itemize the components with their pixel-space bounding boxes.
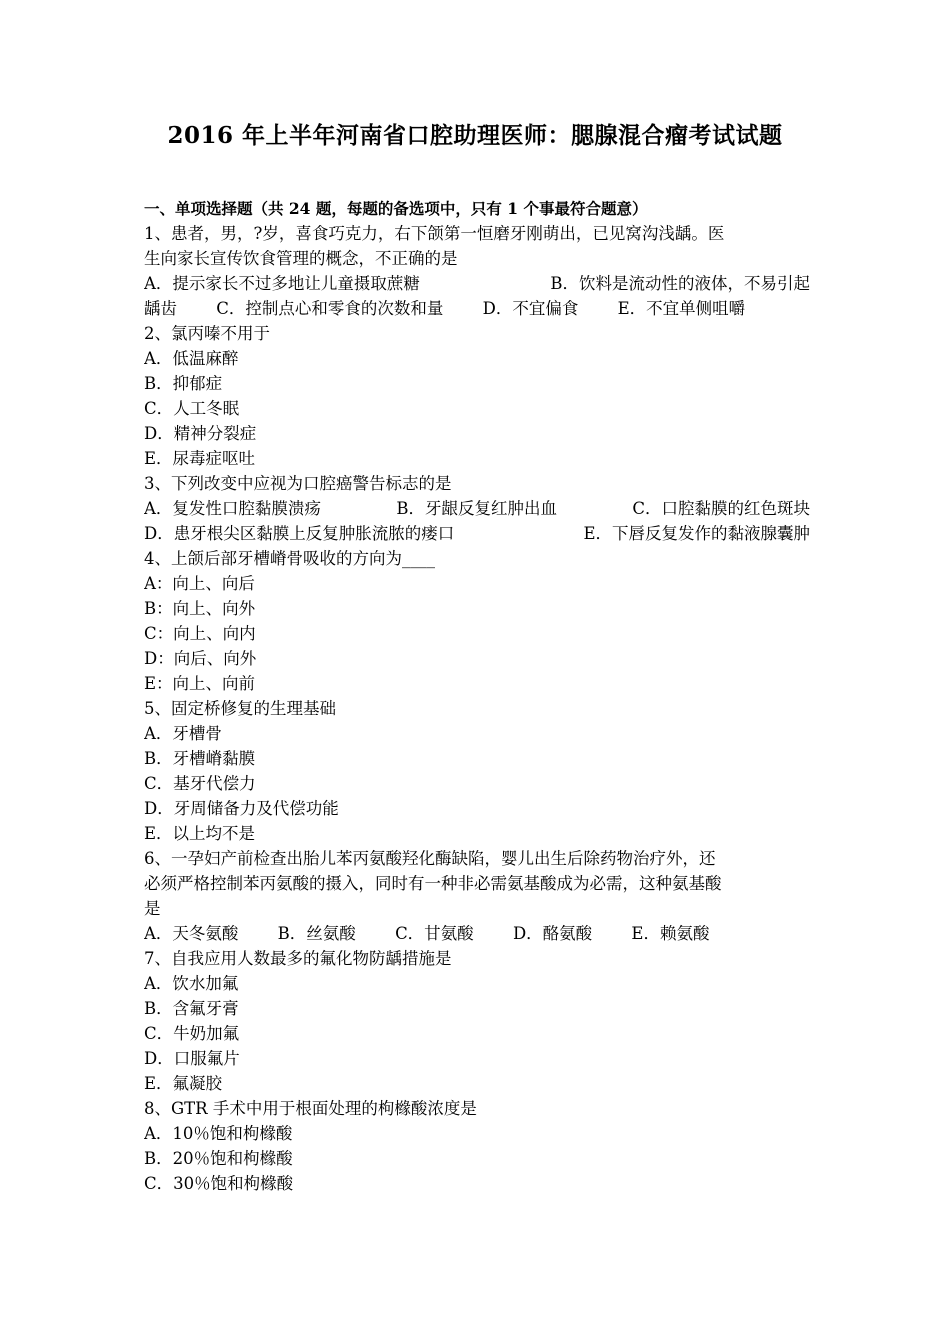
question-1 — [144, 221, 810, 321]
question-3-option-e: E．下唇反复发作的黏液腺囊肿 — [583, 524, 810, 543]
question-6-stem-line-2: 必须严格控制苯丙氨酸的摄入，同时有一种非必需氨基酸成为必需，这种氨基酸 — [144, 874, 722, 893]
question-6-options-row — [144, 921, 810, 946]
question-7-option-a: A．饮水加氟 — [144, 974, 239, 993]
question-8-option-c: C．30％饱和枸橼酸 — [144, 1174, 294, 1193]
question-3-option-a: A．复发性口腔黏膜溃疡 — [144, 499, 321, 518]
question-2-option-a: A．低温麻醉 — [144, 349, 239, 368]
question-2-option-c: C．人工冬眠 — [144, 399, 240, 418]
question-1-option-b-continued: 龋齿 — [144, 299, 177, 318]
question-5-option-d: D．牙周储备力及代偿功能 — [144, 799, 339, 818]
question-3-options-row-1 — [144, 496, 810, 521]
question-7-option-b: B．含氟牙膏 — [144, 999, 239, 1018]
question-1-option-e: E．不宜单侧咀嚼 — [617, 299, 746, 318]
question-7-option-d: D．口服氟片 — [144, 1049, 240, 1068]
question-1-option-d: D．不宜偏食 — [482, 299, 579, 318]
question-2-option-e: E．尿毒症呕吐 — [144, 449, 256, 468]
question-2-stem: 2、氯丙嗪不用于 — [144, 324, 270, 343]
question-3-option-d: D．患牙根尖区黏膜上反复肿胀流脓的瘘口 — [144, 524, 455, 543]
page-title: 2016 年上半年河南省口腔助理医师：腮腺混合瘤考试试题 — [167, 122, 783, 149]
question-7-stem: 7、自我应用人数最多的氟化物防龋措施是 — [144, 949, 452, 968]
question-6-option-c: C．甘氨酸 — [395, 924, 474, 943]
question-4-option-d: D：向后、向外 — [144, 649, 257, 668]
question-5-option-e: E．以上均不是 — [144, 824, 256, 843]
question-3-stem: 3、下列改变中应视为口腔癌警告标志的是 — [144, 474, 452, 493]
question-7 — [144, 946, 810, 1096]
question-1-option-b: B．饮料是流动性的液体，不易引起 — [550, 274, 810, 293]
question-4-option-e: E：向上、向前 — [144, 674, 256, 693]
question-8-option-a: A．10％饱和枸橼酸 — [144, 1124, 293, 1143]
question-6 — [144, 846, 810, 946]
question-4-option-b: B：向上、向外 — [144, 599, 256, 618]
question-7-option-e: E．氟凝胶 — [144, 1074, 223, 1093]
question-1-options-row-1 — [144, 271, 810, 296]
question-4-option-c: C：向上、向内 — [144, 624, 256, 643]
question-4-stem: 4、上颌后部牙槽嵴骨吸收的方向为____ — [144, 549, 435, 568]
question-8-option-b: B．20％饱和枸橼酸 — [144, 1149, 293, 1168]
question-5-option-a: A．牙槽骨 — [144, 724, 222, 743]
question-3 — [144, 471, 810, 546]
question-3-options-row-2 — [144, 521, 810, 546]
question-6-stem-line-3: 是 — [144, 899, 161, 918]
question-1-option-a: A．提示家长不过多地让儿童摄取蔗糖 — [144, 274, 420, 293]
question-5-option-b: B．牙槽嵴黏膜 — [144, 749, 256, 768]
question-6-option-e: E．赖氨酸 — [631, 924, 710, 943]
question-7-option-c: C．牛奶加氟 — [144, 1024, 240, 1043]
question-6-option-a: A．天冬氨酸 — [144, 924, 239, 943]
question-2-option-d: D．精神分裂症 — [144, 424, 257, 443]
question-6-stem-line-1: 6、一孕妇产前检查出胎儿苯丙氨酸羟化酶缺陷，婴儿出生后除药物治疗外，还 — [144, 849, 716, 868]
question-8 — [144, 1096, 810, 1196]
question-1-stem-line-2: 生向家长宣传饮食管理的概念，不正确的是 — [144, 249, 458, 268]
question-4-option-a: A：向上、向后 — [144, 574, 255, 593]
question-1-stem-line-1: 1、患者，男，?岁，喜食巧克力，右下颌第一恒磨牙刚萌出，已见窝沟浅龋。医 — [144, 224, 725, 243]
section-heading: 一、单项选择题（共 24 题，每题的备选项中，只有 1 个事最符合题意） — [144, 199, 648, 218]
question-3-option-b: B．牙龈反复红肿出血 — [396, 499, 557, 518]
question-8-stem: 8、GTR 手术中用于根面处理的枸橼酸浓度是 — [144, 1099, 477, 1118]
question-6-option-b: B．丝氨酸 — [277, 924, 356, 943]
question-1-options-row-2 — [144, 296, 810, 321]
question-3-option-c: C．口腔黏膜的红色斑块 — [632, 499, 810, 518]
question-6-option-d: D．酪氨酸 — [512, 924, 593, 943]
exam-content — [144, 196, 810, 1196]
question-4 — [144, 546, 810, 696]
question-1-option-c: C．控制点心和零食的次数和量 — [216, 299, 444, 318]
question-2 — [144, 321, 810, 471]
question-2-option-b: B．抑郁症 — [144, 374, 223, 393]
question-5-option-c: C．基牙代偿力 — [144, 774, 256, 793]
question-5 — [144, 696, 810, 846]
question-5-stem: 5、固定桥修复的生理基础 — [144, 699, 336, 718]
